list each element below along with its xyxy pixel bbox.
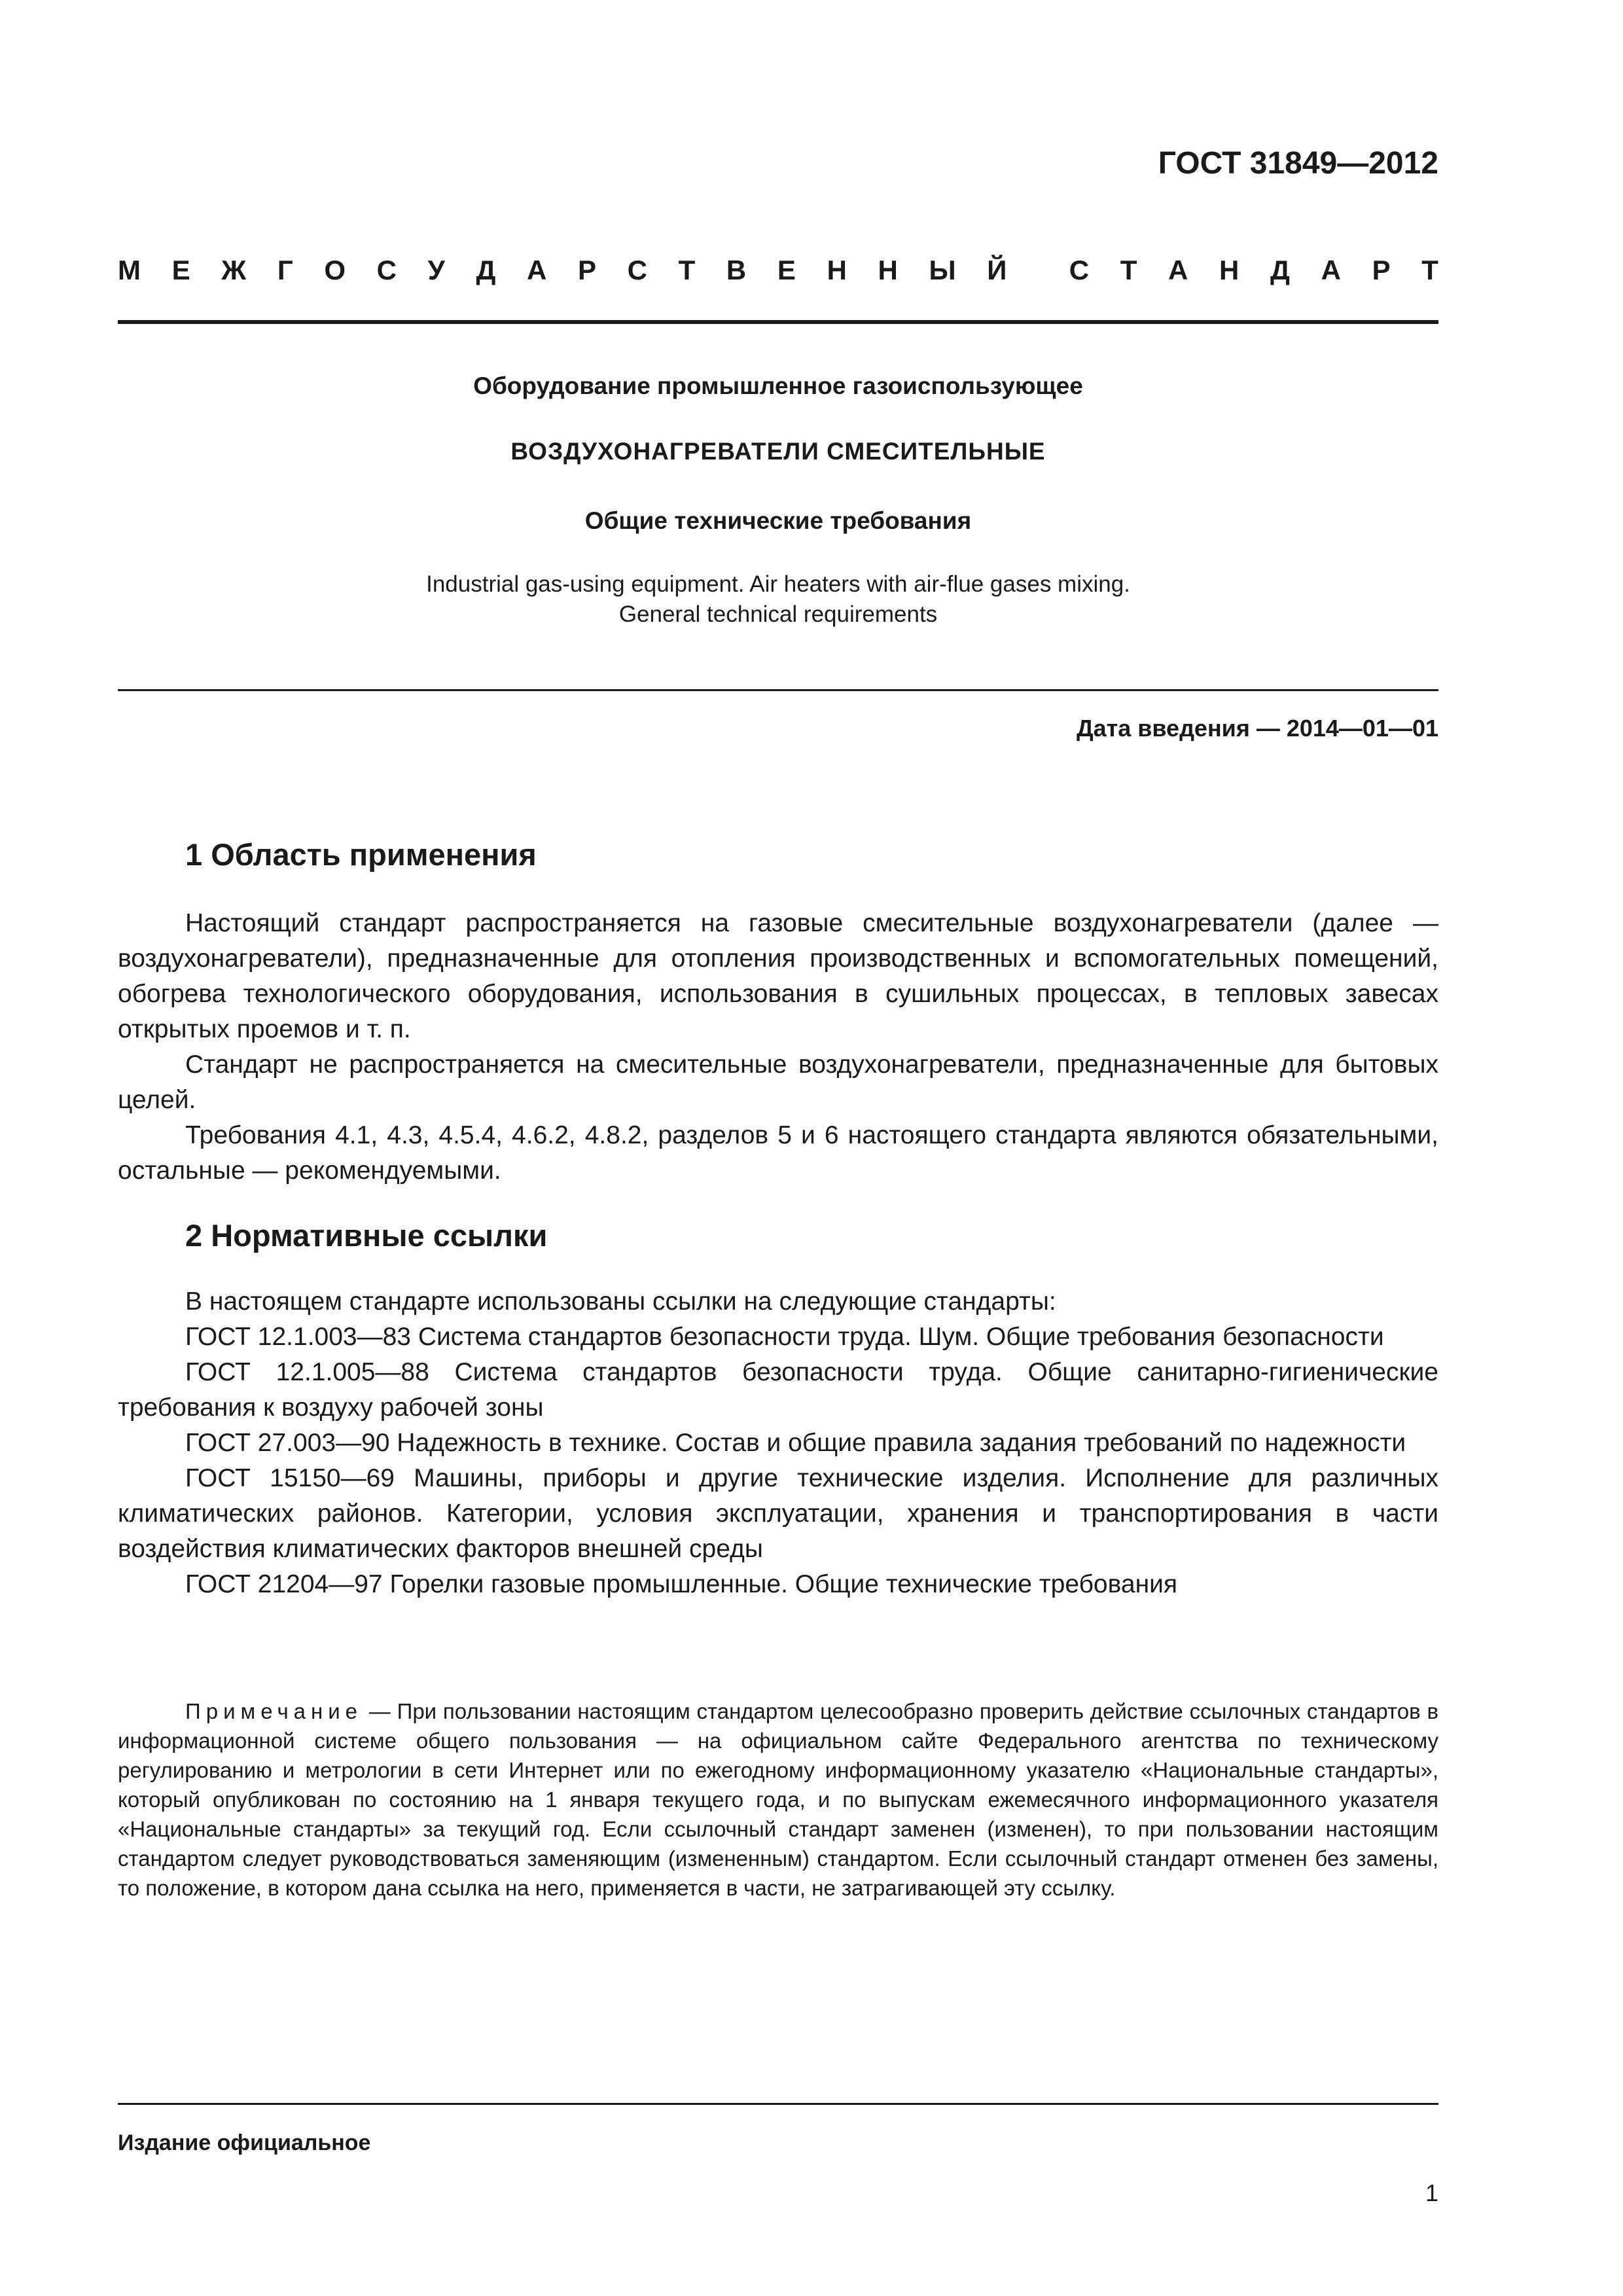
section-2-heading: 2 Нормативные ссылки — [185, 1218, 548, 1253]
section-1-heading: 1 Область применения — [185, 837, 537, 872]
footer-divider — [118, 2103, 1438, 2105]
intro-date: Дата введения — 2014—01—01 — [1076, 715, 1438, 742]
official-edition: Издание официальное — [118, 2130, 371, 2155]
page-number: 1 — [1425, 2179, 1438, 2206]
standard-type-letter: С — [376, 255, 397, 285]
standard-type-letter: В — [726, 255, 747, 285]
standard-type-letter: Р — [577, 255, 596, 285]
standard-type-letter: Т — [678, 255, 696, 285]
reference-item: ГОСТ 15150—69 Машины, приборы и другие технические изделия. Исполнение для различных климатических районов. Категории, условия эксплуатации, хранения и транспортирования в части воздействия климатических факторов внешней среды — [118, 1464, 1438, 1563]
references-intro: В настоящем стандарте использованы ссылки на следующие стандарты: — [185, 1287, 1056, 1316]
standard-type-letter: Г — [277, 255, 293, 285]
standard-type-letter: Н — [878, 255, 898, 285]
standard-type-letter: О — [324, 255, 346, 285]
title-divider — [118, 689, 1438, 691]
standard-type-letter: Ж — [221, 255, 247, 285]
paragraph: Настоящий стандарт распространяется на газовые смесительные воздухонагреватели (далее — воздухонагреватели), предназначенные для отопления производственных и вспомогательных помещений, обогрева технологического оборудования, использования в сушильных процессах, в тепловых завесах открытых проемов и т. п. — [118, 909, 1438, 1043]
standard-type-letter: Ы — [929, 255, 956, 285]
reference-note — [118, 1696, 1438, 1903]
standard-type-letter: Н — [1219, 255, 1240, 285]
header-divider — [118, 320, 1438, 324]
standard-type-letter: Е — [171, 255, 190, 285]
standard-type-letter: А — [527, 255, 547, 285]
note-text: — При пользовании настоящим стандартом целесообразно проверить действие ссылочных стандартов в информационной системе общего пользования — на официальном сайте Федерального агентства по техническому регулированию и метрологии в сети Интернет или по ежегодному информационному указателю «Национальные стандарты», который опубликован по состоянию на 1 января текущего года, и по выпускам ежемесячного информационного указателя «Национальные стандарты» за текущий год. Если ссылочный стандарт заменен (изменен), то при пользовании настоящим стандартом следует руководствоваться заменяющим (измененным) стандартом. Если ссылочный стандарт отменен без замены, то положение, в котором дана ссылка на него, применяется в части, не затрагивающей эту ссылку. — [118, 1699, 1438, 1900]
standard-type-letter: У — [427, 255, 445, 285]
standard-type-letter: Й — [987, 255, 1007, 285]
standard-type-letter: С — [1069, 255, 1090, 285]
title-main: ВОЗДУХОНАГРЕВАТЕЛИ СМЕСИТЕЛЬНЫЕ — [510, 438, 1046, 465]
section-1-body — [118, 906, 1438, 1189]
standard-type-letter: Е — [777, 255, 796, 285]
section-2-body — [118, 1284, 1438, 1602]
standard-type-letter: А — [1168, 255, 1188, 285]
standard-type-heading — [118, 257, 1438, 284]
standard-type-letter: Р — [1372, 255, 1391, 285]
paragraph: Стандарт не распространяется на смесительные воздухонагреватели, предназначенные для бытовых целей. — [118, 1050, 1438, 1114]
standard-type-letter: Д — [476, 255, 496, 285]
gost-number: ГОСТ 31849—2012 — [1158, 146, 1438, 181]
standard-type-letter: М — [118, 255, 141, 285]
reference-item: ГОСТ 27.003—90 Надежность в технике. Состав и общие правила задания требований по надежности — [185, 1429, 1406, 1457]
standard-type-letter: С — [627, 255, 647, 285]
standard-type-letter: Т — [1120, 255, 1137, 285]
note-label: Примечание — [185, 1699, 363, 1723]
standard-type-letter: Н — [827, 255, 847, 285]
standard-type-letter: Т — [1421, 255, 1438, 285]
reference-item: ГОСТ 12.1.003—83 Система стандартов безопасности труда. Шум. Общие требования безопасности — [185, 1323, 1384, 1351]
title-english-line-2: General technical requirements — [618, 601, 938, 627]
standard-type-letter: Д — [1270, 255, 1290, 285]
title-group: Оборудование промышленное газоиспользующее — [473, 372, 1083, 399]
reference-item: ГОСТ 12.1.005—88 Система стандартов безопасности труда. Общие санитарно-гигиенические требования к воздуху рабочей зоны — [118, 1358, 1438, 1422]
reference-item: ГОСТ 21204—97 Горелки газовые промышленные. Общие технические требования — [185, 1570, 1178, 1598]
paragraph: Требования 4.1, 4.3, 4.5.4, 4.6.2, 4.8.2, разделов 5 и 6 настоящего стандарта являются обязательными, остальные — рекомендуемыми. — [118, 1121, 1438, 1185]
title-english-line-1: Industrial gas-using equipment. Air heaters with air-flue gases mixing. — [426, 571, 1130, 597]
standard-type-letter: А — [1321, 255, 1341, 285]
title-sub: Общие технические требования — [584, 507, 972, 534]
